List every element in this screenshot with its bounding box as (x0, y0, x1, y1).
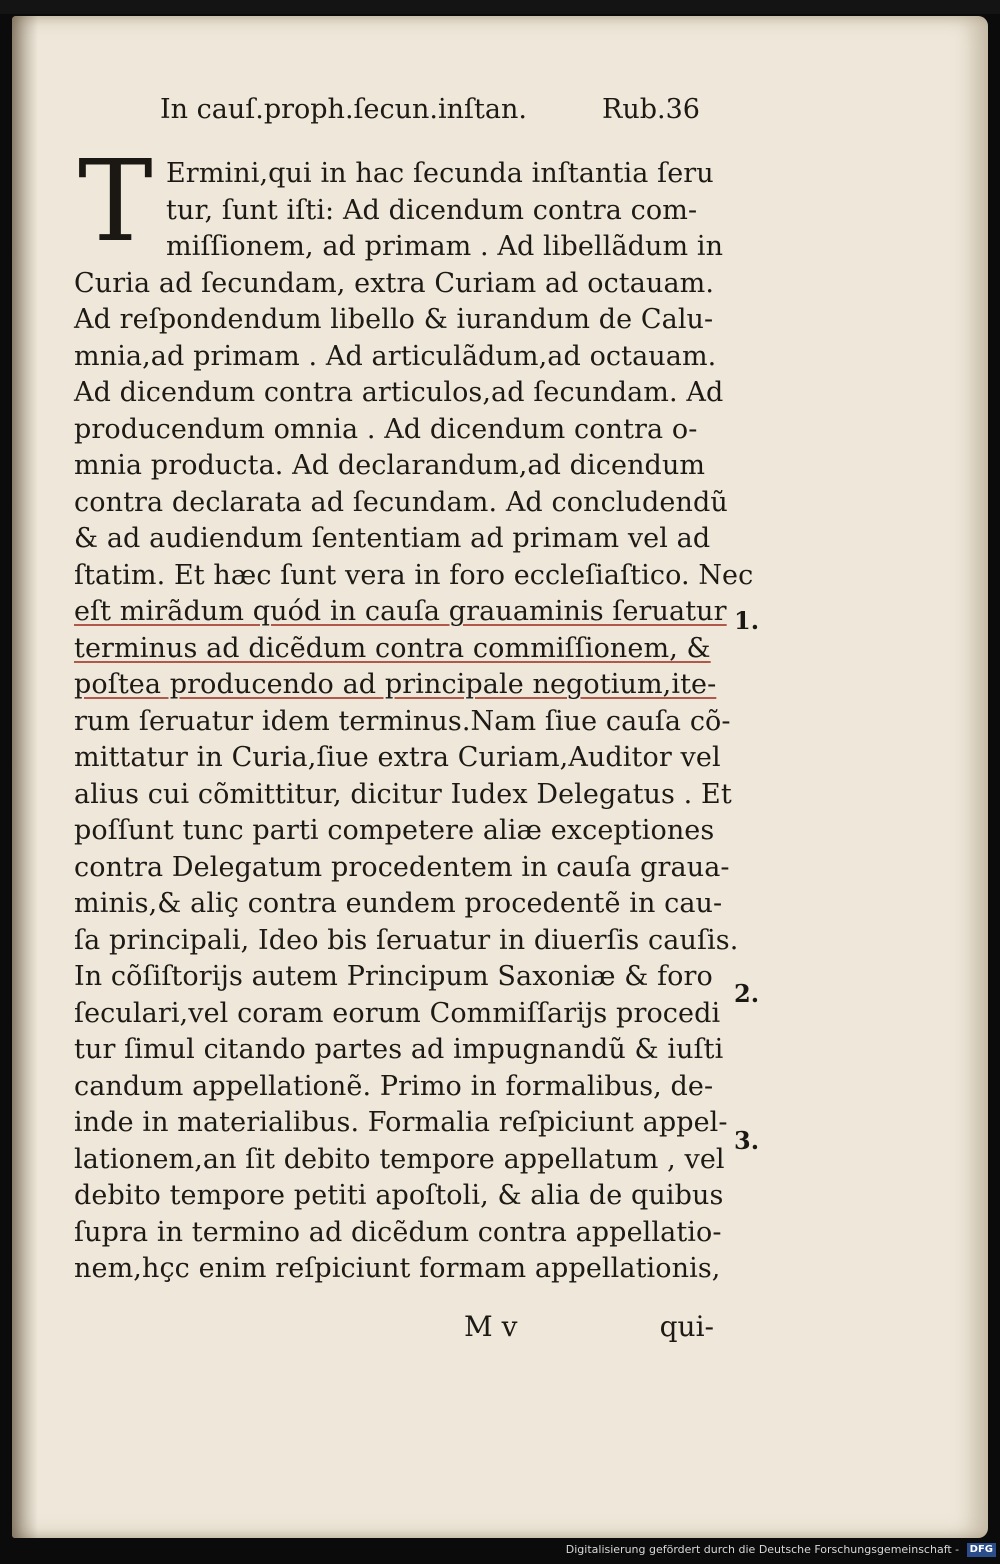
text-line: alius cui cõmittitur, dicitur Iudex Delegatus . Et (74, 778, 732, 810)
text-line: ſtatim. Et hæc ſunt vera in foro eccleſiaſtico. Nec (74, 559, 754, 591)
catchword: qui- (659, 1310, 714, 1343)
running-head (160, 94, 700, 134)
text-line: inde in materialibus. Formalia reſpiciunt appel- (74, 1107, 728, 1138)
text-line: mnia,ad primam . Ad articulãdum,ad octauam. (74, 340, 717, 372)
dfg-logo: DFG (967, 1543, 996, 1557)
text-line: poſſunt tunc parti competere aliæ exceptiones (74, 815, 715, 846)
text-line: Ad dicendum contra articulos,ad ſecundam. Ad (74, 377, 724, 408)
marginal-number-3: 3. (734, 1126, 760, 1155)
text-line: rum ſeruatur idem terminus.Nam ſiue cauſa cõ- (74, 705, 731, 737)
text-line: contra declarata ad ſecundam. Ad concludendũ (74, 486, 728, 518)
text-line: ſeculari,vel coram eorum Commiſſarijs procedi (74, 997, 721, 1029)
text-line: miſſionem, ad primam . Ad libellãdum in (166, 231, 724, 262)
text-line: ſa principali, Ideo bis ſeruatur in diuerſis cauſis. (74, 924, 739, 956)
text-line: Ad reſpondendum libello & iurandum de Calu- (74, 304, 714, 335)
text-line: tur, ſunt iſti: Ad dicendum contra com- (166, 194, 698, 226)
credit-text: Digitalisierung gefördert durch die Deutsche Forschungsgemeinschaft - (565, 1543, 960, 1556)
text-line: lationem,an ſit debito tempore appellatum , vel (74, 1143, 725, 1175)
text-line: & ad audiendum ſententiam ad primam vel ad (74, 523, 711, 554)
text-line: producendum omnia . Ad dicendum contra o- (74, 413, 698, 445)
text-line: debito tempore petiti apoſtoli, & alia de quibus (74, 1180, 724, 1211)
text-line: contra Delegatum procedentem in cauſa graua- (74, 851, 730, 883)
scan-border (0, 0, 1000, 14)
text-line: Ermini,qui in hac ſecunda inſtantia ſeru (166, 158, 714, 189)
text-line: nem,hçc enim reſpiciunt formam appellationis, (74, 1253, 721, 1284)
text-line: In cõſiſtorijs autem Principum Saxoniæ & foro (74, 961, 713, 992)
text-line: candum appellationẽ. Primo in formalibus, de- (74, 1070, 714, 1102)
digitization-credit (566, 1543, 996, 1561)
drop-cap-initial: T (78, 137, 153, 267)
marginal-number-1: 1. (734, 606, 760, 635)
marginal-number-2: 2. (734, 979, 760, 1008)
text-line-underlined: terminus ad dicẽdum contra commiſſionem, & (74, 632, 711, 664)
text-line: minis,& aliç contra eundem procedentẽ in cau- (74, 888, 723, 919)
text-line-underlined: poſtea producendo ad principale negotium,ite- (74, 669, 717, 700)
catchline (74, 1310, 714, 1350)
text-line: tur ſimul citando partes ad impugnandũ & iuſti (74, 1034, 724, 1065)
text-line: mnia producta. Ad declarandum,ad dicendum (74, 450, 706, 481)
text-line: Curia ad ſecundam, extra Curiam ad octauam. (74, 267, 715, 299)
text-line: ſupra in termino ad dicẽdum contra appellatio- (74, 1216, 722, 1248)
rubric-number: Rub.36 (602, 94, 700, 125)
running-title: In cauſ.proph.ſecun.inſtan. (160, 94, 527, 125)
signature-mark: M v (464, 1310, 518, 1343)
text-line: mittatur in Curia,ſiue extra Curiam,Auditor vel (74, 742, 721, 773)
text-line-underlined: eſt mirãdum quód in cauſa grauaminis ſeruatur (74, 596, 727, 627)
body-text (74, 156, 754, 1288)
book-page (12, 16, 988, 1538)
